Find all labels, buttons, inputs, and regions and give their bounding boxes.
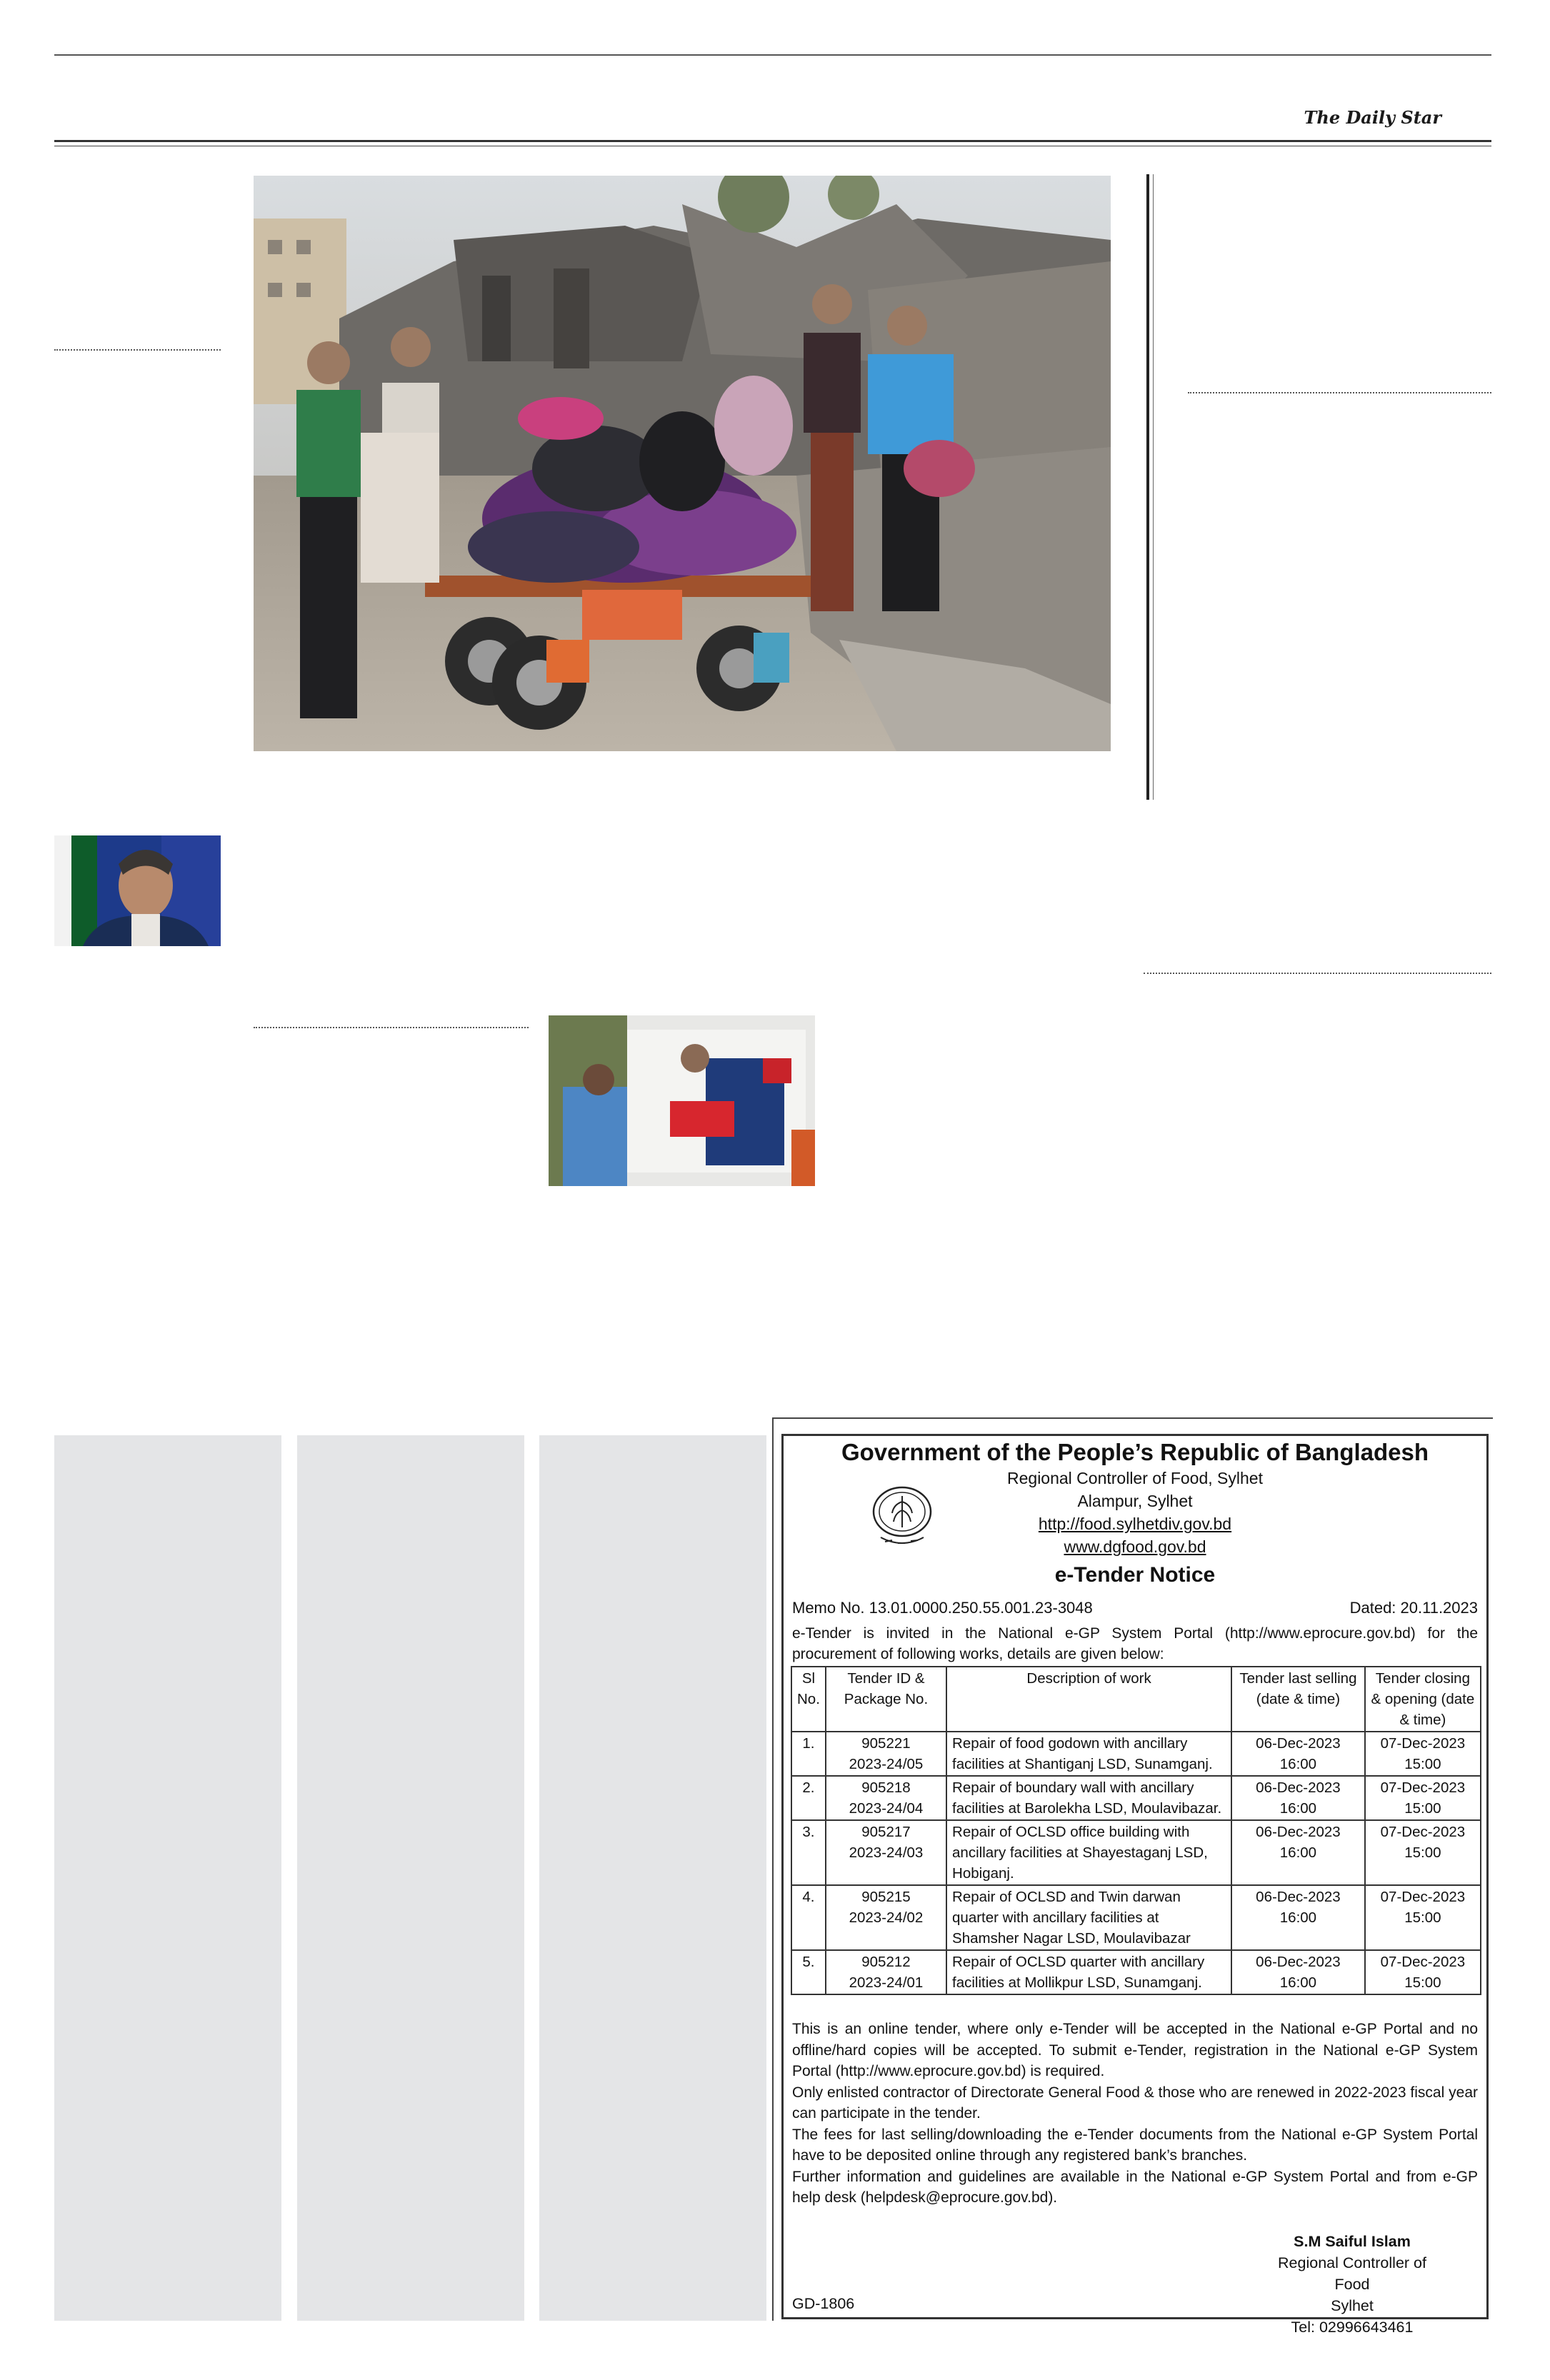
memo-number: Memo No. 13.01.0000.250.55.001.23-3048 [792, 1599, 1093, 1617]
left-column-separator [54, 349, 221, 351]
e-tender-notice [781, 1434, 1489, 2336]
terms-helpdesk: Further information and guidelines are available in the National e-GP System Portal and from e-GP help desk (helpdesk@eprocure.gov.bd). [792, 2168, 1478, 2206]
cell-tender-id-pkg: 2023-24/03 [849, 1844, 924, 1861]
cell-tender-id-pkg: 2023-24/04 [849, 1800, 924, 1817]
signatory-tel: Tel: 02996643461 [1291, 2319, 1414, 2336]
website-link-dgfood[interactable]: www.dgfood.gov.bd [1064, 1537, 1206, 1556]
cell-tender-id-pkg: 2023-24/05 [849, 1756, 924, 1772]
government-emblem-icon [864, 1480, 941, 1552]
cell-sl-sl: 5. [802, 1954, 815, 1970]
cell-description [946, 1885, 1231, 1950]
right-column-separator-2 [1144, 973, 1491, 974]
cell-tender-id [826, 1820, 946, 1885]
cell-closing [1365, 1950, 1481, 1994]
column-header-last-selling: Tender last selling (date & time) [1231, 1667, 1365, 1732]
ad-column-2 [297, 1435, 524, 2321]
cell-closing-close-time: 15:00 [1404, 1974, 1441, 1991]
notice-intro: e-Tender is invited in the National e-GP System Portal (http://www.eprocure.gov.bd) for the procurement of following works, details are given below: [792, 1625, 1478, 1662]
notice-date: Dated: 20.11.2023 [1349, 1599, 1478, 1617]
column-header-description: Description of work [946, 1667, 1231, 1732]
signature-block [1259, 2231, 1445, 2338]
cell-tender-id-id: 905218 [861, 1779, 911, 1796]
cell-closing [1365, 1732, 1481, 1776]
cell-tender-id [826, 1776, 946, 1820]
cell-last-selling-sell-date: 06-Dec-2023 [1256, 1735, 1341, 1752]
cell-last-selling [1231, 1885, 1365, 1950]
cell-description [946, 1732, 1231, 1776]
table-row [791, 1732, 1481, 1776]
cell-description [946, 1820, 1231, 1885]
cell-sl-sl: 3. [802, 1824, 815, 1840]
signatory-place: Sylhet [1331, 2297, 1374, 2314]
table-row [791, 1885, 1481, 1950]
cell-tender-id [826, 1950, 946, 1994]
government-heading: Government of the People’s Republic of Bangladesh [841, 1439, 1429, 1465]
table-row [791, 1820, 1481, 1885]
cell-closing-close-date: 07-Dec-2023 [1380, 1779, 1466, 1796]
cell-closing-close-time: 15:00 [1404, 1756, 1441, 1772]
cell-last-selling-sell-date: 06-Dec-2023 [1256, 1779, 1341, 1796]
cell-description [946, 1776, 1231, 1820]
cell-last-selling-sell-time: 16:00 [1279, 1800, 1317, 1817]
masthead-logo: The Daily Star [1304, 107, 1441, 128]
cell-sl [791, 1885, 826, 1950]
notice-title: e-Tender Notice [1054, 1563, 1216, 1587]
notice-terms [792, 2019, 1478, 2209]
cell-description [946, 1950, 1231, 1994]
table-row [791, 1950, 1481, 1994]
cell-last-selling [1231, 1950, 1365, 1994]
cell-closing-close-date: 07-Dec-2023 [1380, 1889, 1466, 1905]
cell-tender-id [826, 1885, 946, 1950]
cell-closing [1365, 1820, 1481, 1885]
cell-last-selling-sell-time: 16:00 [1279, 1756, 1317, 1772]
cell-last-selling [1231, 1776, 1365, 1820]
signatory-title: Regional Controller of Food [1278, 2254, 1426, 2293]
office-name: Regional Controller of Food, Sylhet [1007, 1469, 1263, 1487]
cell-last-selling [1231, 1732, 1365, 1776]
cell-sl [791, 1732, 826, 1776]
cell-last-selling-sell-date: 06-Dec-2023 [1256, 1889, 1341, 1905]
top-rule [54, 54, 1491, 56]
cell-closing-close-time: 15:00 [1404, 1800, 1441, 1817]
cell-sl-sl: 4. [802, 1889, 815, 1905]
cell-closing [1365, 1776, 1481, 1820]
cell-description-desc: Repair of OCLSD and Twin darwan quarter with ancillary facilities at Shamsher Nagar LSD, Moulavibazar [952, 1889, 1191, 1947]
cell-sl [791, 1776, 826, 1820]
table-row [791, 1776, 1481, 1820]
cell-tender-id-pkg: 2023-24/01 [849, 1974, 924, 1991]
right-column-separator-1 [1188, 392, 1491, 393]
cell-closing-close-time: 15:00 [1404, 1909, 1441, 1926]
cell-description-desc: Repair of OCLSD quarter with ancillary facilities at Mollikpur LSD, Sunamganj. [952, 1954, 1205, 1991]
cell-sl-sl: 2. [802, 1779, 815, 1796]
cell-tender-id-pkg: 2023-24/02 [849, 1909, 924, 1926]
ad-column-1 [54, 1435, 281, 2321]
cell-last-selling-sell-date: 06-Dec-2023 [1256, 1954, 1341, 1970]
cell-closing-close-time: 15:00 [1404, 1844, 1441, 1861]
column-header-closing: Tender closing & opening (date & time) [1365, 1667, 1481, 1732]
office-address: Alampur, Sylhet [1077, 1492, 1193, 1510]
cell-sl [791, 1950, 826, 1994]
terms-eligibility: Only enlisted contractor of Directorate General Food & those who are renewed in 2022-2023 fiscal year can participate in the tender. [792, 2084, 1478, 2122]
cell-tender-id-id: 905221 [861, 1735, 911, 1752]
cell-tender-id-id: 905212 [861, 1954, 911, 1970]
cell-last-selling-sell-time: 16:00 [1279, 1844, 1317, 1861]
cell-last-selling-sell-date: 06-Dec-2023 [1256, 1824, 1341, 1840]
column-header-sl: Sl No. [791, 1667, 826, 1732]
column-header-tender-id: Tender ID & Package No. [826, 1667, 946, 1732]
gd-code: GD-1806 [792, 2295, 855, 2312]
column-divider [1146, 174, 1149, 800]
website-link-food[interactable]: http://food.sylhetdiv.gov.bd [1038, 1515, 1232, 1533]
cell-tender-id-id: 905215 [861, 1889, 911, 1905]
cell-sl [791, 1820, 826, 1885]
cell-description-desc: Repair of OCLSD office building with ancillary facilities at Shayestaganj LSD, Hobiganj. [952, 1824, 1208, 1882]
column-divider-thin [1153, 174, 1154, 800]
cell-description-desc: Repair of food godown with ancillary facilities at Shantiganj LSD, Sunamganj. [952, 1735, 1213, 1772]
cell-closing-close-date: 07-Dec-2023 [1380, 1954, 1466, 1970]
header-rule-thick [54, 140, 1491, 142]
main-photo [254, 176, 1111, 751]
cell-closing-close-date: 07-Dec-2023 [1380, 1735, 1466, 1752]
portrait-photo [54, 835, 221, 946]
cell-sl-sl: 1. [802, 1735, 815, 1752]
ad-column-3 [539, 1435, 766, 2321]
signatory-name: S.M Saiful Islam [1294, 2233, 1411, 2250]
ambulance-photo [549, 1015, 815, 1186]
cell-tender-id [826, 1732, 946, 1776]
cell-last-selling [1231, 1820, 1365, 1885]
cell-closing-close-date: 07-Dec-2023 [1380, 1824, 1466, 1840]
cell-description-desc: Repair of boundary wall with ancillary facilities at Barolekha LSD, Moulavibazar. [952, 1779, 1222, 1817]
cell-tender-id-id: 905217 [861, 1824, 911, 1840]
terms-fees: The fees for last selling/downloading the e-Tender documents from the National e-GP System Portal have to be deposited online through any registered bank’s branches. [792, 2126, 1478, 2164]
tender-table [791, 1666, 1481, 1995]
middle-column-separator [254, 1027, 529, 1028]
cell-last-selling-sell-time: 16:00 [1279, 1909, 1317, 1926]
terms-online-tender: This is an online tender, where only e-Tender will be accepted in the National e-GP Portal and no offline/hard copies will be accepted. To submit e-Tender, registration in the National e-GP System Portal (http://www.eprocure.gov.bd) is required. [792, 2021, 1478, 2079]
cell-last-selling-sell-time: 16:00 [1279, 1974, 1317, 1991]
cell-closing [1365, 1885, 1481, 1950]
